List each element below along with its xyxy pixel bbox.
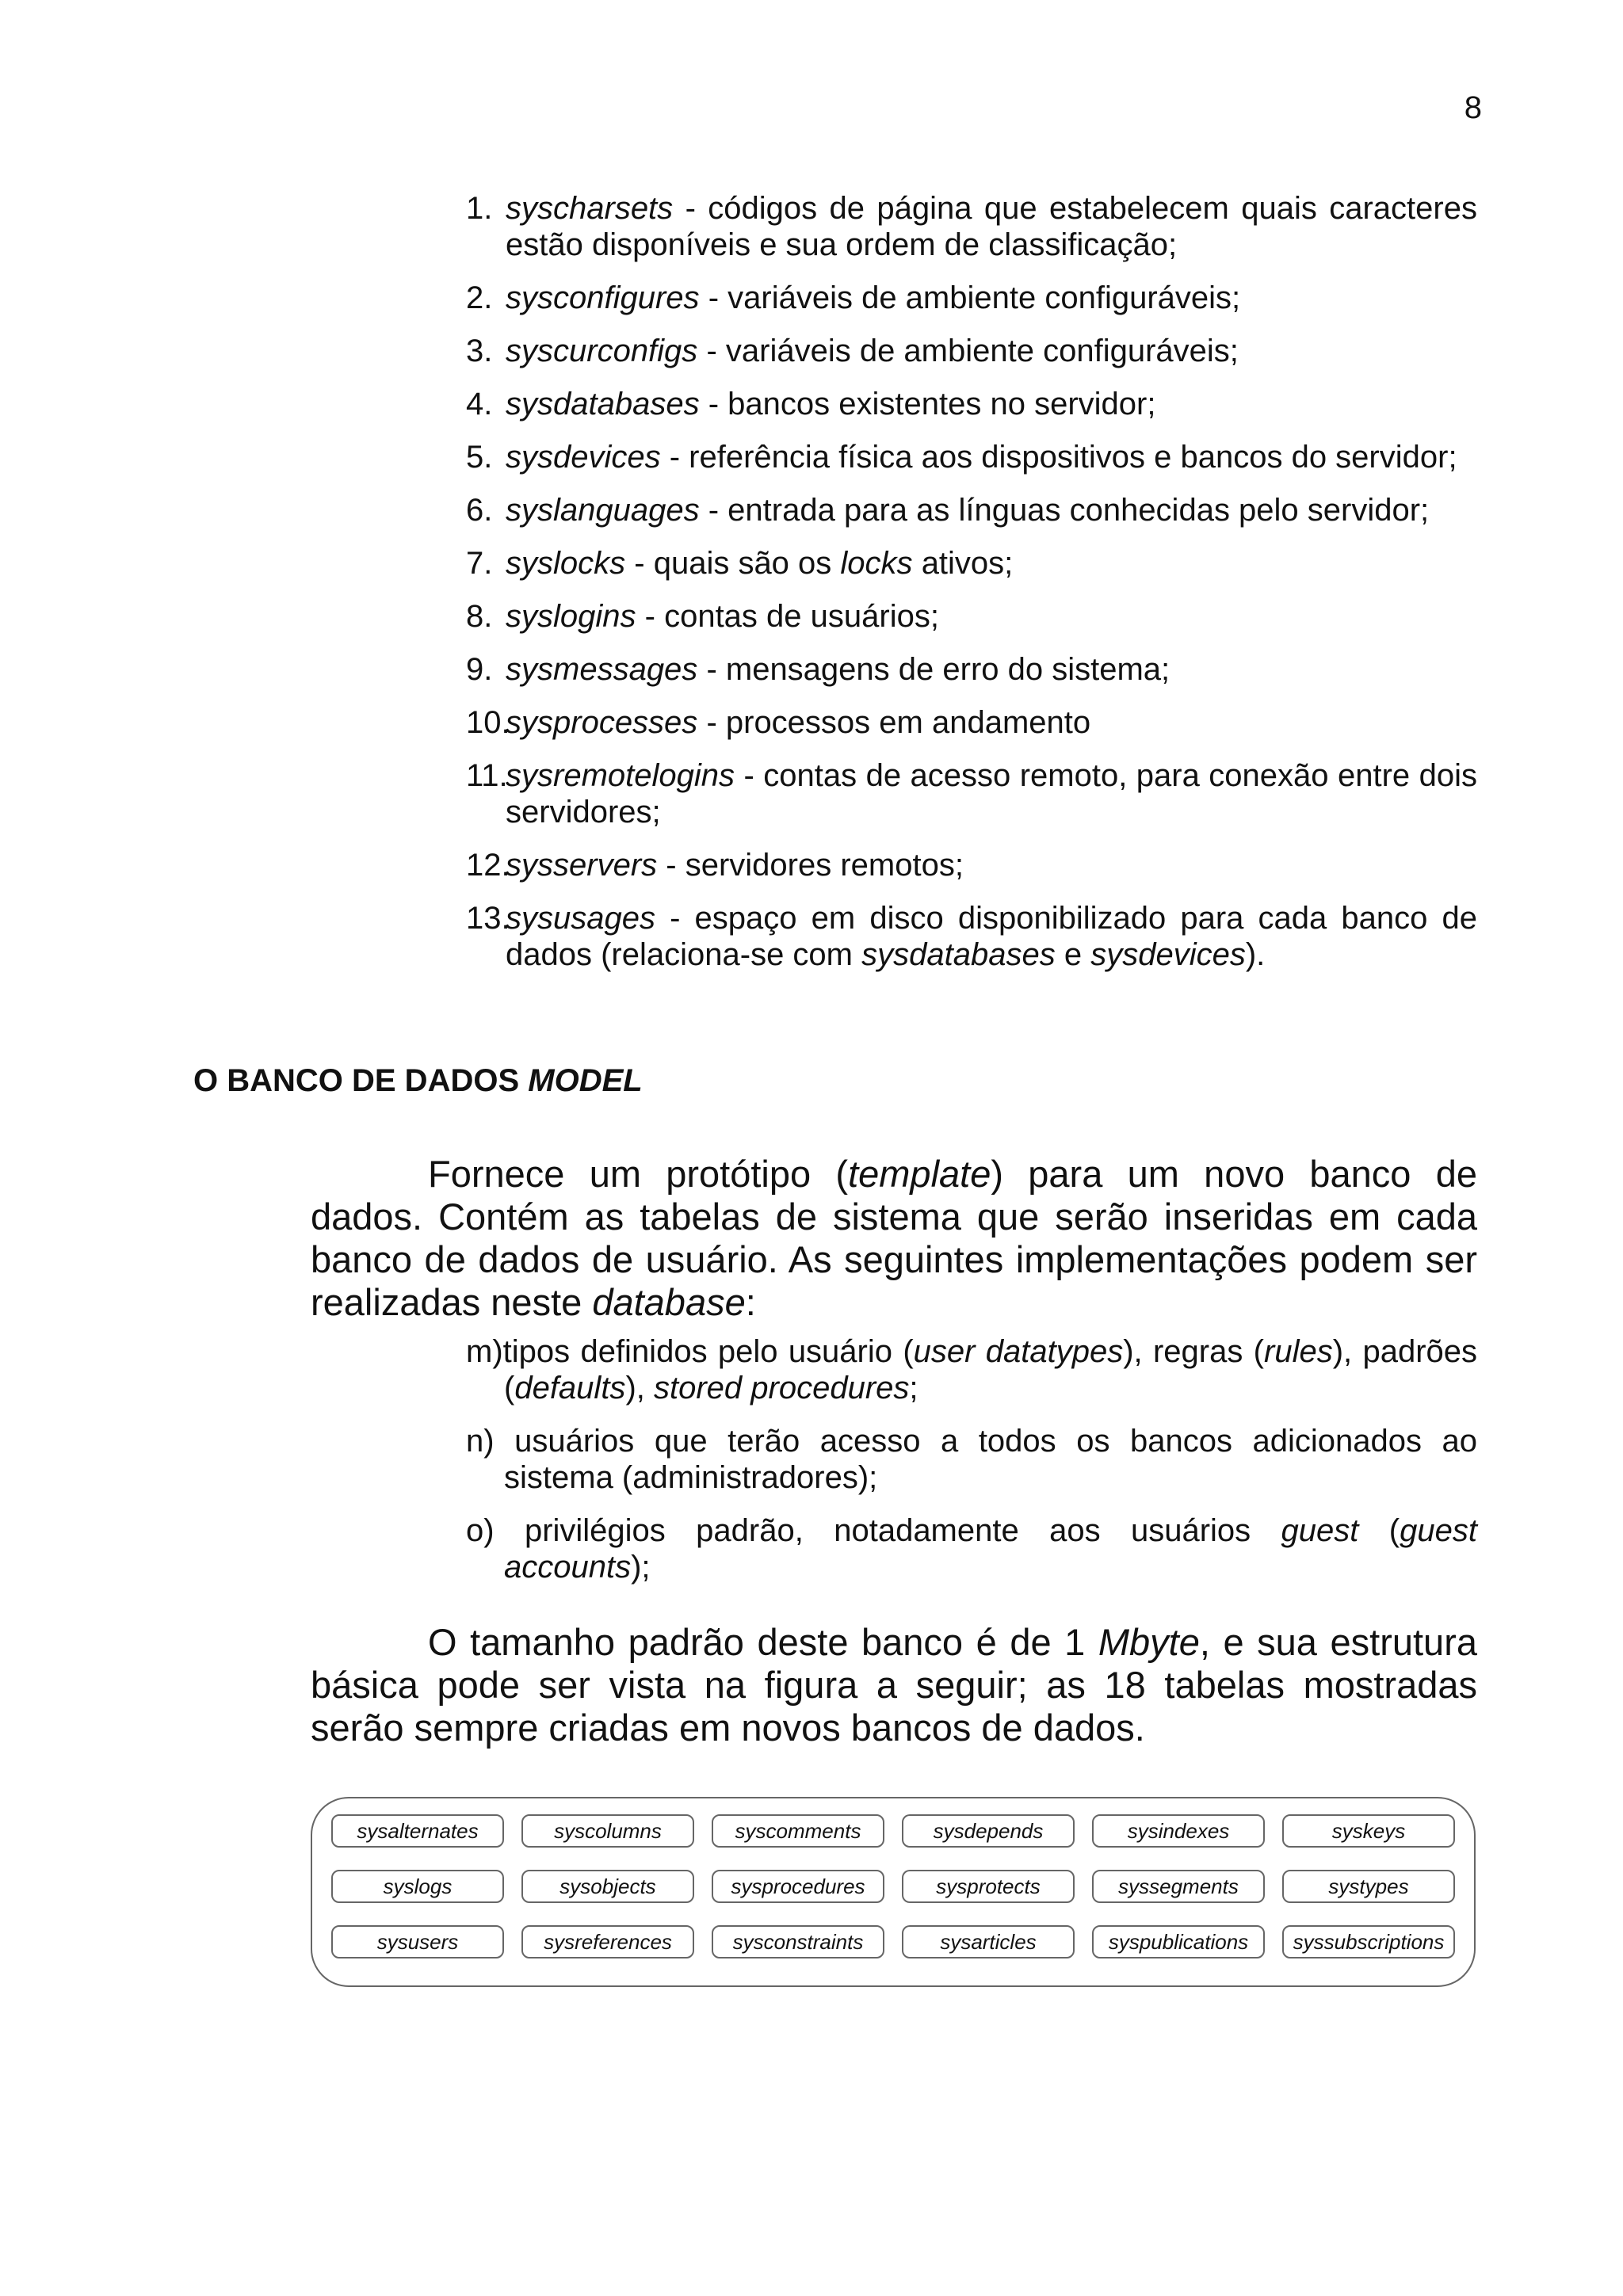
page-number: 8 (1464, 90, 1482, 125)
heading-italic: MODEL (528, 1063, 643, 1098)
item-number: 13. (466, 901, 510, 936)
table-box: sysprotects (902, 1870, 1075, 1903)
list-item (466, 651, 1477, 688)
table-box: syssegments (1092, 1870, 1265, 1903)
list-item (466, 190, 1477, 263)
item-number: 3. (466, 334, 493, 368)
item-description: - variáveis de ambiente configuráveis; (706, 334, 1239, 368)
italic-term: guest accounts (504, 1513, 1477, 1585)
table-name: syslanguages (506, 493, 700, 528)
item-number: 6. (466, 493, 493, 528)
table-box: sysdepends (902, 1814, 1075, 1848)
item-description: - quais são os (634, 546, 832, 581)
italic-term: template (848, 1153, 991, 1195)
size-paragraph (311, 1621, 1477, 1749)
italic-term: Mbyte (1098, 1621, 1200, 1663)
table-box: syssubscriptions (1282, 1925, 1455, 1958)
italic-term: locks (840, 546, 913, 581)
heading-text: O BANCO DE DADOS (193, 1063, 520, 1098)
item-description-end: ativos; (921, 546, 1014, 581)
list-item (466, 386, 1477, 422)
table-box: sysreferences (521, 1925, 694, 1958)
list-item (466, 847, 1477, 883)
text-run: ), padrões ( (504, 1334, 1477, 1405)
list-item (466, 280, 1477, 316)
item-description: - códigos de página que estabelecem quais caracteres estão disponíveis e sua ordem de classificação; (506, 191, 1477, 262)
table-box: sysusers (331, 1925, 504, 1958)
table-box: syslogs (331, 1870, 504, 1903)
item-description: - bancos existentes no servidor; (708, 387, 1156, 421)
implementations-list (466, 1333, 1477, 1602)
table-name: syslocks (506, 546, 626, 581)
list-item (466, 900, 1477, 973)
table-name: sysprocesses (506, 705, 698, 740)
text-run: tipos definidos pelo usuário ( (502, 1334, 914, 1369)
table-box: sysconstraints (712, 1925, 884, 1958)
model-database-figure (311, 1797, 1476, 1987)
italic-term: guest (1281, 1513, 1359, 1548)
item-description: - contas de usuários; (644, 599, 939, 634)
item-description: - referência física aos dispositivos e bancos do servidor; (669, 440, 1457, 475)
item-number: 11. (466, 758, 508, 793)
item-label: n) (466, 1424, 495, 1459)
conjunction: e (1064, 937, 1083, 972)
item-label: m) (466, 1334, 503, 1369)
text-run: , e sua estrutura básica pode ser vista na figura a seguir; as 18 tabelas mostradas serão sempre criadas em novos bancos de dados. (311, 1621, 1477, 1749)
table-name: sysservers (506, 848, 658, 883)
table-ref: sysdatabases (861, 937, 1056, 972)
table-ref: sysdevices (1090, 937, 1246, 972)
item-description: - mensagens de erro do sistema; (706, 652, 1170, 687)
text-run: ) para um novo banco de dados. Contém as tabelas de sistema que serão inseridas em cada banco de dados de usuário. As seguintes implementações podem ser realizadas neste (311, 1153, 1477, 1323)
text-run: O tamanho padrão deste banco é de 1 (428, 1621, 1086, 1663)
list-item (466, 757, 1477, 830)
list-item (466, 492, 1477, 528)
table-name: sysdatabases (506, 387, 700, 421)
table-box: sysprocedures (712, 1870, 884, 1903)
table-box: syspublications (1092, 1925, 1265, 1958)
italic-term: user datatypes (913, 1334, 1124, 1369)
list-item (466, 704, 1477, 741)
table-box: syscomments (712, 1814, 884, 1848)
table-name: sysmessages (506, 652, 698, 687)
text-run: usuários que terão acesso a todos os bancos adicionados ao sistema (administradores); (504, 1424, 1477, 1495)
section-heading (193, 1062, 643, 1100)
text-run: : (745, 1281, 756, 1323)
table-name: sysdevices (506, 440, 661, 475)
list-item (466, 1333, 1477, 1406)
item-description: - processos em andamento (706, 705, 1091, 740)
item-description: - servidores remotos; (666, 848, 964, 883)
system-tables-list (466, 190, 1477, 990)
table-box: sysarticles (902, 1925, 1075, 1958)
item-label: o) (466, 1513, 495, 1548)
list-item (466, 598, 1477, 635)
item-number: 12. (466, 848, 510, 883)
text-run: privilégios padrão, notadamente aos usuários (524, 1513, 1251, 1548)
list-item (466, 1512, 1477, 1585)
list-item (466, 333, 1477, 369)
italic-term: stored procedures (654, 1371, 910, 1405)
item-description: - variáveis de ambiente configuráveis; (708, 280, 1241, 315)
item-number: 4. (466, 387, 493, 421)
item-number: 1. (466, 191, 493, 226)
table-name: sysconfigures (506, 280, 700, 315)
table-name: syslogins (506, 599, 636, 634)
italic-term: defaults (514, 1371, 626, 1405)
text-run: Fornece um protótipo ( (428, 1153, 849, 1195)
table-name: syscurconfigs (506, 334, 698, 368)
table-grid (331, 1814, 1455, 1958)
item-number: 8. (466, 599, 493, 634)
item-number: 10. (466, 705, 510, 740)
item-number: 2. (466, 280, 493, 315)
table-box: sysindexes (1092, 1814, 1265, 1848)
closing-punct: ). (1245, 937, 1266, 972)
intro-paragraph (311, 1153, 1477, 1324)
item-number: 5. (466, 440, 493, 475)
table-box: syskeys (1282, 1814, 1455, 1848)
table-name: syscharsets (506, 191, 674, 226)
item-number: 7. (466, 546, 493, 581)
text-run: ( (1388, 1513, 1400, 1548)
item-description: - contas de acesso remoto, para conexão entre dois servidores; (506, 758, 1477, 830)
item-number: 9. (466, 652, 493, 687)
table-box: sysalternates (331, 1814, 504, 1848)
table-name: sysremotelogins (506, 758, 735, 793)
list-item (466, 1423, 1477, 1496)
italic-term: rules (1264, 1334, 1333, 1369)
italic-term: database (592, 1281, 746, 1323)
text-run: ); (631, 1550, 651, 1585)
list-item (466, 545, 1477, 582)
table-name: sysusages (506, 901, 655, 936)
table-box: systypes (1282, 1870, 1455, 1903)
table-box: sysobjects (521, 1870, 694, 1903)
text-run: ; (909, 1371, 918, 1405)
table-box: syscolumns (521, 1814, 694, 1848)
list-item (466, 439, 1477, 475)
item-description: - espaço em disco disponibilizado para cada banco de dados (relaciona-se com (506, 901, 1477, 972)
text-run: ), (625, 1371, 645, 1405)
item-description: - entrada para as línguas conhecidas pelo servidor; (708, 493, 1430, 528)
text-run: ), regras ( (1123, 1334, 1264, 1369)
